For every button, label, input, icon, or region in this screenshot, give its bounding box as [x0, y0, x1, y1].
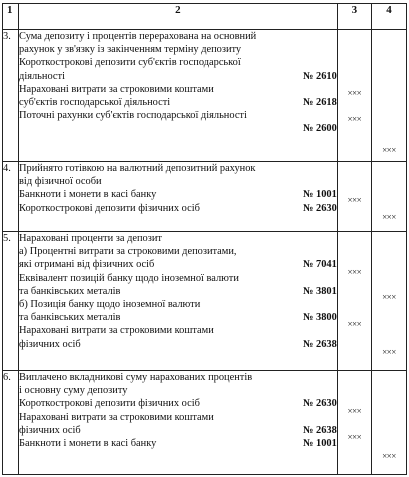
account-number: № 2630 [302, 202, 337, 214]
account-number: № 7041 [302, 259, 337, 271]
text-line [19, 109, 337, 122]
text-line [19, 70, 337, 83]
row-number: 6. [3, 371, 19, 475]
table-row [3, 30, 407, 162]
line-text: суб'єктів господарської діяльності [19, 97, 171, 109]
debit-mark: ××× [347, 88, 362, 98]
table-row [3, 371, 407, 475]
line-text: фізичних осіб [19, 338, 81, 350]
text-line [19, 188, 337, 201]
credit-cell [371, 232, 406, 371]
debit-mark: ××× [347, 432, 362, 442]
line-text: які отримані від фізичних осіб [19, 259, 155, 271]
credit-mark: ××× [382, 145, 396, 155]
text-line [19, 122, 337, 135]
header-col-3: 3 [337, 4, 371, 30]
header-row [3, 4, 407, 30]
account-number: № 2618 [302, 97, 337, 109]
text-line [19, 258, 337, 271]
line-text: Короткострокові депозити фізичних осіб [19, 398, 200, 410]
text-line [19, 324, 337, 337]
credit-mark: ××× [382, 451, 396, 461]
header-col-1: 1 [3, 4, 19, 30]
text-line [19, 424, 337, 437]
line-text: Короткострокові депозити суб'єктів господарської [19, 57, 241, 69]
text-line [19, 397, 337, 410]
debit-mark: ××× [347, 114, 362, 124]
credit-cell [371, 30, 406, 162]
ledger-table [2, 3, 407, 475]
debit-cell [337, 371, 371, 475]
text-line [19, 298, 337, 311]
line-text: Нараховані витрати за строковими коштами [19, 325, 214, 337]
line-text: Поточні рахунки суб'єктів господарської діяльності [19, 110, 247, 122]
account-number: № 2638 [302, 424, 337, 436]
header-col-4: 4 [371, 4, 406, 30]
line-text: та банківських металів [19, 312, 121, 324]
table-row [3, 232, 407, 371]
text-line [19, 245, 337, 258]
text-line [19, 384, 337, 397]
account-number: № 2638 [302, 338, 337, 350]
text-line [19, 411, 337, 424]
line-text: від фізичної особи [19, 176, 102, 188]
line-text: і основну суму депозиту [19, 385, 128, 397]
line-text: а) Процентні витрати за строковими депозитами, [19, 246, 237, 258]
line-text: Нараховані витрати за строковими коштами [19, 83, 214, 95]
debit-cell [337, 30, 371, 162]
line-text: Прийнято готівкою на валютний депозитний рахунок [19, 163, 256, 174]
account-number: № 2600 [302, 123, 337, 135]
credit-mark: ××× [382, 212, 396, 222]
account-number: № 1001 [302, 189, 337, 201]
text-line [19, 30, 337, 43]
text-line [19, 56, 337, 69]
line-text: Банкноти і монети в касі банку [19, 438, 157, 450]
credit-cell [371, 371, 406, 475]
line-text: та банківських металів [19, 285, 121, 297]
text-line [19, 202, 337, 215]
text-line [19, 285, 337, 298]
line-text: Нараховані проценти за депозит [19, 233, 162, 244]
text-line [19, 43, 337, 56]
row-description [19, 30, 338, 162]
row-description [19, 162, 338, 232]
row-number: 4. [3, 162, 19, 232]
line-text: фізичних осіб [19, 424, 81, 436]
debit-cell [337, 162, 371, 232]
row-number: 5. [3, 232, 19, 371]
account-number: № 2630 [302, 398, 337, 410]
line-text: Виплачено вкладникові суму нарахованих процентів [19, 372, 253, 383]
row-number: 3. [3, 30, 19, 162]
table-row [3, 162, 407, 232]
credit-mark: ××× [382, 347, 396, 357]
line-text: Банкноти і монети в касі банку [19, 189, 157, 201]
credit-mark: ××× [382, 292, 396, 302]
debit-mark: ××× [347, 195, 362, 205]
text-line [19, 437, 337, 450]
text-line [19, 162, 337, 175]
account-number: № 3801 [302, 285, 337, 297]
credit-cell [371, 162, 406, 232]
debit-cell [337, 232, 371, 371]
account-number: № 3800 [302, 312, 337, 324]
account-number: № 1001 [302, 438, 337, 450]
header-col-2: 2 [19, 4, 338, 30]
text-line [19, 175, 337, 188]
debit-mark: ××× [347, 319, 362, 329]
text-line [19, 272, 337, 285]
line-text: рахунок у зв'язку із закінченням терміну депозиту [19, 44, 242, 56]
account-number: № 2610 [302, 70, 337, 82]
line-text: Короткострокові депозити фізичних осіб [19, 202, 200, 214]
row-description [19, 371, 338, 475]
line-text: б) Позиція банку щодо іноземної валюти [19, 299, 201, 311]
text-line [19, 232, 337, 245]
text-line [19, 311, 337, 324]
line-text: Нараховані витрати за строковими коштами [19, 411, 214, 423]
line-text: діяльності [19, 70, 65, 82]
debit-mark: ××× [347, 406, 362, 416]
line-text: Сума депозиту і процентів перерахована на основний [19, 31, 257, 42]
text-line [19, 96, 337, 109]
row-description [19, 232, 338, 371]
text-line [19, 371, 337, 384]
line-text: Еквівалент позицій банку щодо іноземної валюти [19, 272, 239, 284]
text-line [19, 338, 337, 351]
text-line [19, 83, 337, 96]
debit-mark: ××× [347, 267, 362, 277]
